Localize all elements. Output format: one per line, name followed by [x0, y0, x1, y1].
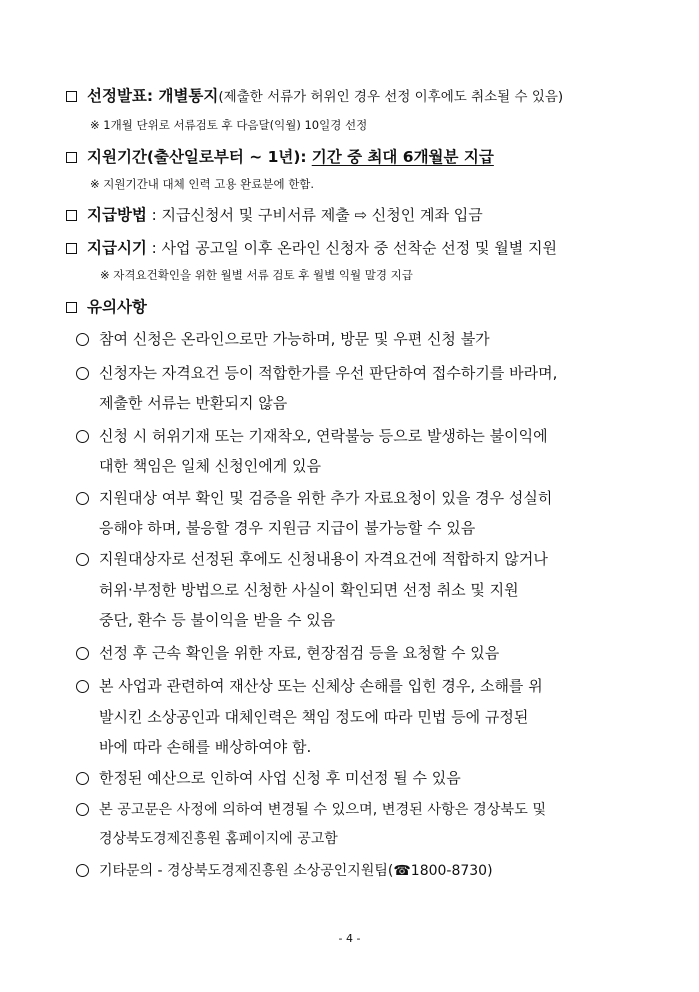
- note-2: ※ 지원기간내 대체 인력 고용 완료분에 한함.: [90, 177, 315, 191]
- bullet-circle-icon: [76, 553, 89, 566]
- notice-item: 참여 신청은 온라인으로만 가능하며, 방문 및 우편 신청 불가: [76, 328, 490, 349]
- bullet-circle-icon: [76, 680, 89, 693]
- section-payment-method: [66, 203, 483, 225]
- section-detail: : 사업 공고일 이후 온라인 신청자 중 선착순 선정 및 월별 지원: [146, 239, 557, 257]
- section-title: 지급시기: [87, 239, 147, 257]
- bullet-circle-icon: [76, 367, 89, 380]
- notice-item: 한정된 예산으로 인하여 사업 신청 후 미선정 될 수 있음: [76, 767, 461, 788]
- notice-item-continued: 허위·부정한 방법으로 신청한 사실이 확인되면 선정 취소 및 지원: [99, 581, 519, 599]
- section-title: 지급방법: [87, 206, 147, 224]
- notice-item-continued: 응해야 하며, 불응할 경우 지원금 지급이 불가능할 수 있음: [99, 519, 476, 537]
- bullet-circle-icon: [76, 647, 89, 660]
- notice-item-continued: 바에 따라 손해를 배상하여야 함.: [99, 738, 312, 756]
- notice-item: 본 사업과 관련하여 재산상 또는 신체상 손해를 입힌 경우, 소해를 위: [76, 675, 543, 696]
- notice-item-continued: 경상북도경제진흥원 홈페이지에 공고함: [99, 831, 338, 847]
- section-title: 유의사항: [87, 298, 147, 316]
- notice-item-continued: 대한 책임은 일체 신청인에게 있음: [99, 457, 321, 475]
- notice-item-continued: 제출한 서류는 반환되지 않음: [99, 394, 288, 412]
- bullet-circle-icon: [76, 772, 89, 785]
- notice-item: 지원대상자로 선정된 후에도 신청내용이 자격요건에 적합하지 않거나: [76, 548, 548, 569]
- checkbox-square-icon: [66, 302, 77, 313]
- notice-item: 지원대상 여부 확인 및 검증을 위한 추가 자료요청이 있을 경우 성실히: [76, 487, 552, 508]
- section-support-period: [66, 145, 494, 167]
- checkbox-square-icon: [66, 152, 77, 163]
- checkbox-square-icon: [66, 243, 77, 254]
- section-detail: (제출한 서류가 허위인 경우 선정 이후에도 취소될 수 있음): [218, 89, 564, 105]
- bullet-circle-icon: [76, 430, 89, 443]
- checkbox-square-icon: [66, 210, 77, 221]
- note-1: ※ 1개월 단위로 서류검토 후 다음달(익월) 10일경 선정: [90, 118, 368, 132]
- notice-item: 본 공고문은 사정에 의하여 변경될 수 있으며, 변경된 사항은 경상북도 및: [76, 799, 546, 819]
- checkbox-square-icon: [66, 91, 77, 102]
- notice-item: 신청 시 허위기재 또는 기재착오, 연락불능 등으로 발생하는 불이익에: [76, 425, 548, 446]
- section-detail: : 지급신청서 및 구비서류 제출 ⇨ 신청인 계좌 입금: [146, 206, 483, 224]
- page-number: - 4 -: [338, 932, 361, 945]
- section-announcement: [66, 84, 563, 106]
- section-highlight: 기간 중 최대 6개월분 지급: [311, 148, 494, 166]
- bullet-circle-icon: [76, 864, 89, 877]
- notice-item: 선정 후 근속 확인을 위한 자료, 현장점검 등을 요청할 수 있음: [76, 642, 499, 663]
- bullet-circle-icon: [76, 333, 89, 346]
- notice-item: 신청자는 자격요건 등이 적합한가를 우선 판단하여 접수하기를 바라며,: [76, 362, 557, 383]
- section-payment-time: [66, 236, 557, 258]
- notice-item-continued: 중단, 환수 등 불이익을 받을 수 있음: [99, 611, 336, 629]
- note-4: ※ 자격요건확인을 위한 월별 서류 검토 후 월별 익월 말경 지급: [100, 268, 413, 282]
- bullet-circle-icon: [76, 492, 89, 505]
- notice-item-continued: 발시킨 소상공인과 대체인력은 책임 정도에 따라 민법 등에 규정된: [99, 708, 529, 726]
- section-title: 선정발표: 개별통지: [87, 87, 219, 105]
- notice-item-contact: 기타문의 - 경상북도경제진흥원 소상공인지원팀(☎1800-8730): [76, 860, 493, 880]
- section-title: 지원기간(출산일로부터 ~ 1년):: [87, 148, 307, 166]
- section-notices: [66, 295, 147, 317]
- bullet-circle-icon: [76, 803, 89, 816]
